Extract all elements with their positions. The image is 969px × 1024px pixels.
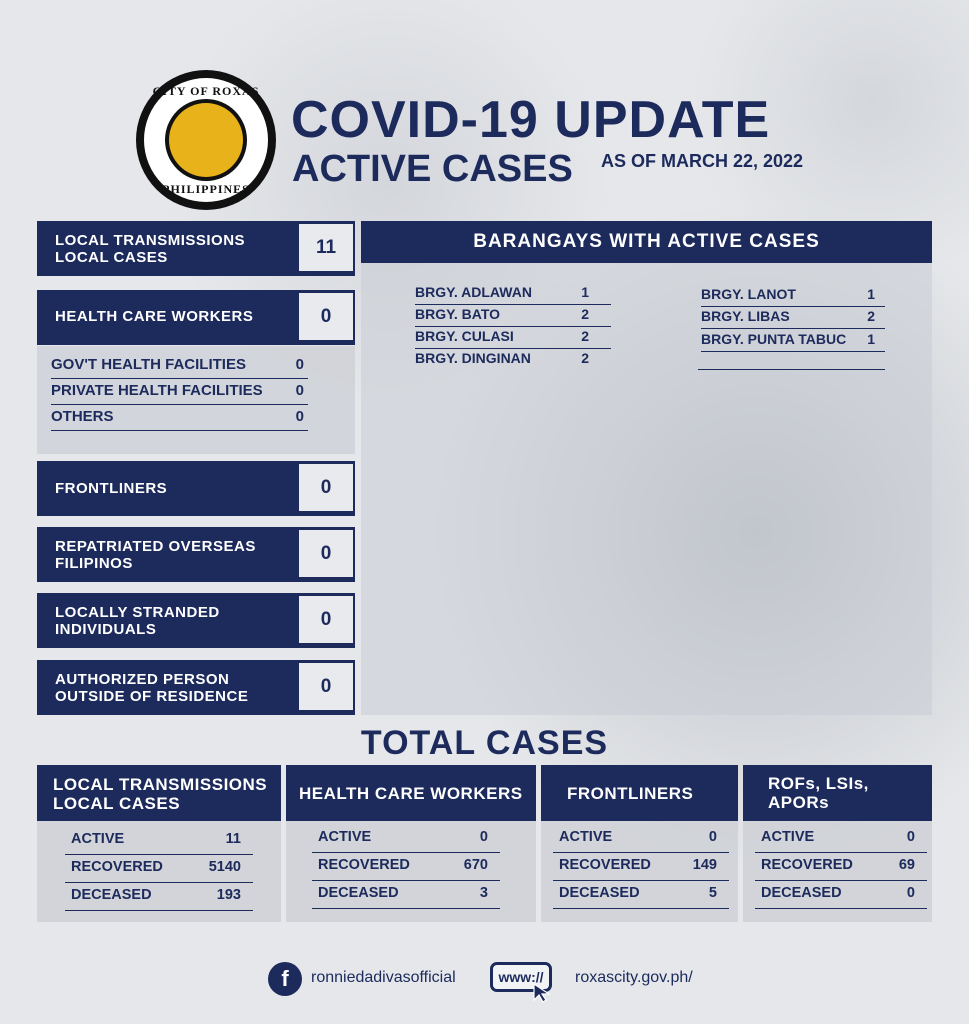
- deceased-value: 0: [906, 885, 915, 901]
- deceased-value: 3: [479, 885, 488, 901]
- barangay-count: 2: [867, 308, 875, 324]
- barangay-name: BRGY. PUNTA TABUC: [701, 331, 847, 347]
- total-local-header: [37, 765, 281, 821]
- total-hcw-column: [286, 765, 536, 922]
- barangay-row: [701, 286, 885, 307]
- seal-top-text: CITY OF ROXAS: [152, 84, 260, 98]
- website-icon-text: www://: [498, 969, 544, 985]
- barangay-row: [701, 308, 885, 329]
- barangay-count: 1: [867, 331, 875, 347]
- apors-label-2: OUTSIDE OF RESIDENCE: [55, 688, 249, 705]
- facility-value: 0: [295, 356, 304, 373]
- barangay-count: 2: [581, 350, 589, 366]
- recovered-label: RECOVERED: [559, 857, 651, 873]
- seal-bottom-text: PHILIPPINES: [162, 182, 250, 196]
- frontliners-value: 0: [299, 464, 353, 511]
- city-seal-logo: [136, 70, 276, 210]
- barangay-count: 1: [581, 284, 589, 300]
- total-cases-title: TOTAL CASES: [360, 724, 609, 762]
- facebook-icon[interactable]: f: [268, 962, 302, 996]
- facility-row: [51, 356, 308, 379]
- barangay-name: BRGY. ADLAWAN: [415, 284, 532, 300]
- page-title: COVID-19 UPDATE: [291, 91, 771, 149]
- lsis-label-1: LOCALLY STRANDED: [55, 604, 220, 621]
- local-transmissions-value: 11: [299, 224, 353, 271]
- total-row-deceased: [65, 886, 253, 911]
- barangay-name: BRGY. CULASI: [415, 328, 514, 344]
- facilities-panel: [37, 346, 355, 454]
- facebook-link[interactable]: ronniedadivasofficial: [311, 969, 456, 986]
- barangay-row: [415, 284, 611, 305]
- barangay-row: [415, 328, 611, 349]
- barangays-title: BARANGAYS WITH ACTIVE CASES: [361, 221, 932, 263]
- recovered-value: 5140: [208, 859, 241, 875]
- website-link[interactable]: roxascity.gov.ph/: [575, 969, 693, 986]
- total-row-deceased: [312, 884, 500, 909]
- frontliners-box: [37, 461, 355, 516]
- total-frontliners-head: FRONTLINERS: [567, 784, 694, 803]
- deceased-value: 5: [708, 885, 717, 901]
- rofs-value: 0: [299, 530, 353, 577]
- facility-label: OTHERS: [51, 408, 114, 425]
- total-frontliners-header: [541, 765, 738, 821]
- active-label: ACTIVE: [559, 829, 613, 845]
- total-frontliners-column: [541, 765, 738, 922]
- total-row-recovered: [755, 856, 927, 881]
- as-of-date: AS OF MARCH 22, 2022: [601, 151, 804, 171]
- total-rofs-head-1: ROFs, LSIs,: [768, 774, 869, 793]
- deceased-value: 193: [216, 887, 241, 903]
- page-subtitle: ACTIVE CASES: [292, 148, 573, 190]
- barangay-name: BRGY. BATO: [415, 306, 501, 322]
- rofs-box: [37, 527, 355, 582]
- total-row-active: [755, 828, 927, 853]
- health-care-workers-label: HEALTH CARE WORKERS: [55, 308, 254, 325]
- lsis-box: [37, 593, 355, 648]
- total-hcw-head: HEALTH CARE WORKERS: [299, 784, 523, 803]
- apors-label-1: AUTHORIZED PERSON: [55, 671, 230, 688]
- deceased-label: DECEASED: [559, 885, 640, 901]
- recovered-label: RECOVERED: [761, 857, 853, 873]
- facility-value: 0: [295, 408, 304, 425]
- active-label: ACTIVE: [761, 829, 815, 845]
- total-rofs-header: [743, 765, 932, 821]
- active-value: 0: [906, 829, 915, 845]
- rofs-label-1: REPATRIATED OVERSEAS: [55, 538, 256, 555]
- rofs-label-2: FILIPINOS: [55, 555, 133, 572]
- total-row-deceased: [755, 884, 927, 909]
- total-row-recovered: [553, 856, 729, 881]
- apors-box: [37, 660, 355, 715]
- deceased-label: DECEASED: [318, 885, 399, 901]
- lsis-value: 0: [299, 596, 353, 643]
- facility-row: [51, 382, 308, 405]
- barangay-row: [415, 306, 611, 327]
- barangay-name: BRGY. LIBAS: [701, 308, 790, 324]
- total-row-active: [65, 830, 253, 855]
- frontliners-label: FRONTLINERS: [55, 480, 168, 497]
- facility-label: GOV'T HEALTH FACILITIES: [51, 356, 246, 373]
- barangay-name: BRGY. DINGINAN: [415, 350, 531, 366]
- active-value: 11: [225, 831, 241, 847]
- active-label: ACTIVE: [318, 829, 372, 845]
- total-row-recovered: [312, 856, 500, 881]
- deceased-label: DECEASED: [761, 885, 842, 901]
- health-care-workers-value: 0: [299, 293, 353, 340]
- active-label: ACTIVE: [71, 831, 125, 847]
- recovered-value: 670: [463, 857, 488, 873]
- barangay-row: [701, 331, 885, 352]
- barangay-count: 1: [867, 286, 875, 302]
- lsis-label-2: INDIVIDUALS: [55, 621, 157, 638]
- total-row-deceased: [553, 884, 729, 909]
- apors-value: 0: [299, 663, 353, 710]
- local-transmissions-label-1: LOCAL TRANSMISSIONS: [55, 232, 246, 249]
- total-local-head-2: LOCAL CASES: [53, 794, 181, 813]
- barangay-name: BRGY. LANOT: [701, 286, 796, 302]
- barangay-row: [415, 350, 611, 370]
- recovered-value: 149: [692, 857, 717, 873]
- active-value: 0: [708, 829, 717, 845]
- local-transmissions-label-2: LOCAL CASES: [55, 249, 168, 266]
- barangay-count: 2: [581, 328, 589, 344]
- total-hcw-header: [286, 765, 536, 821]
- active-value: 0: [479, 829, 488, 845]
- recovered-label: RECOVERED: [318, 857, 410, 873]
- total-row-active: [553, 828, 729, 853]
- barangay-count: 2: [581, 306, 589, 322]
- cursor-icon: [532, 982, 554, 1004]
- facility-value: 0: [295, 382, 304, 399]
- total-local-column: [37, 765, 281, 922]
- total-row-active: [312, 828, 500, 853]
- barangay-divider: [698, 369, 885, 370]
- total-row-recovered: [65, 858, 253, 883]
- total-local-head-1: LOCAL TRANSMISSIONS: [53, 775, 268, 794]
- recovered-value: 69: [898, 857, 915, 873]
- recovered-label: RECOVERED: [71, 859, 163, 875]
- health-care-workers-box: [37, 290, 355, 345]
- deceased-label: DECEASED: [71, 887, 152, 903]
- total-rofs-column: [743, 765, 932, 922]
- total-rofs-head-2: APORs: [768, 793, 830, 812]
- facility-label: PRIVATE HEALTH FACILITIES: [51, 382, 263, 399]
- facility-row: [51, 408, 308, 431]
- local-transmissions-box: [37, 221, 355, 276]
